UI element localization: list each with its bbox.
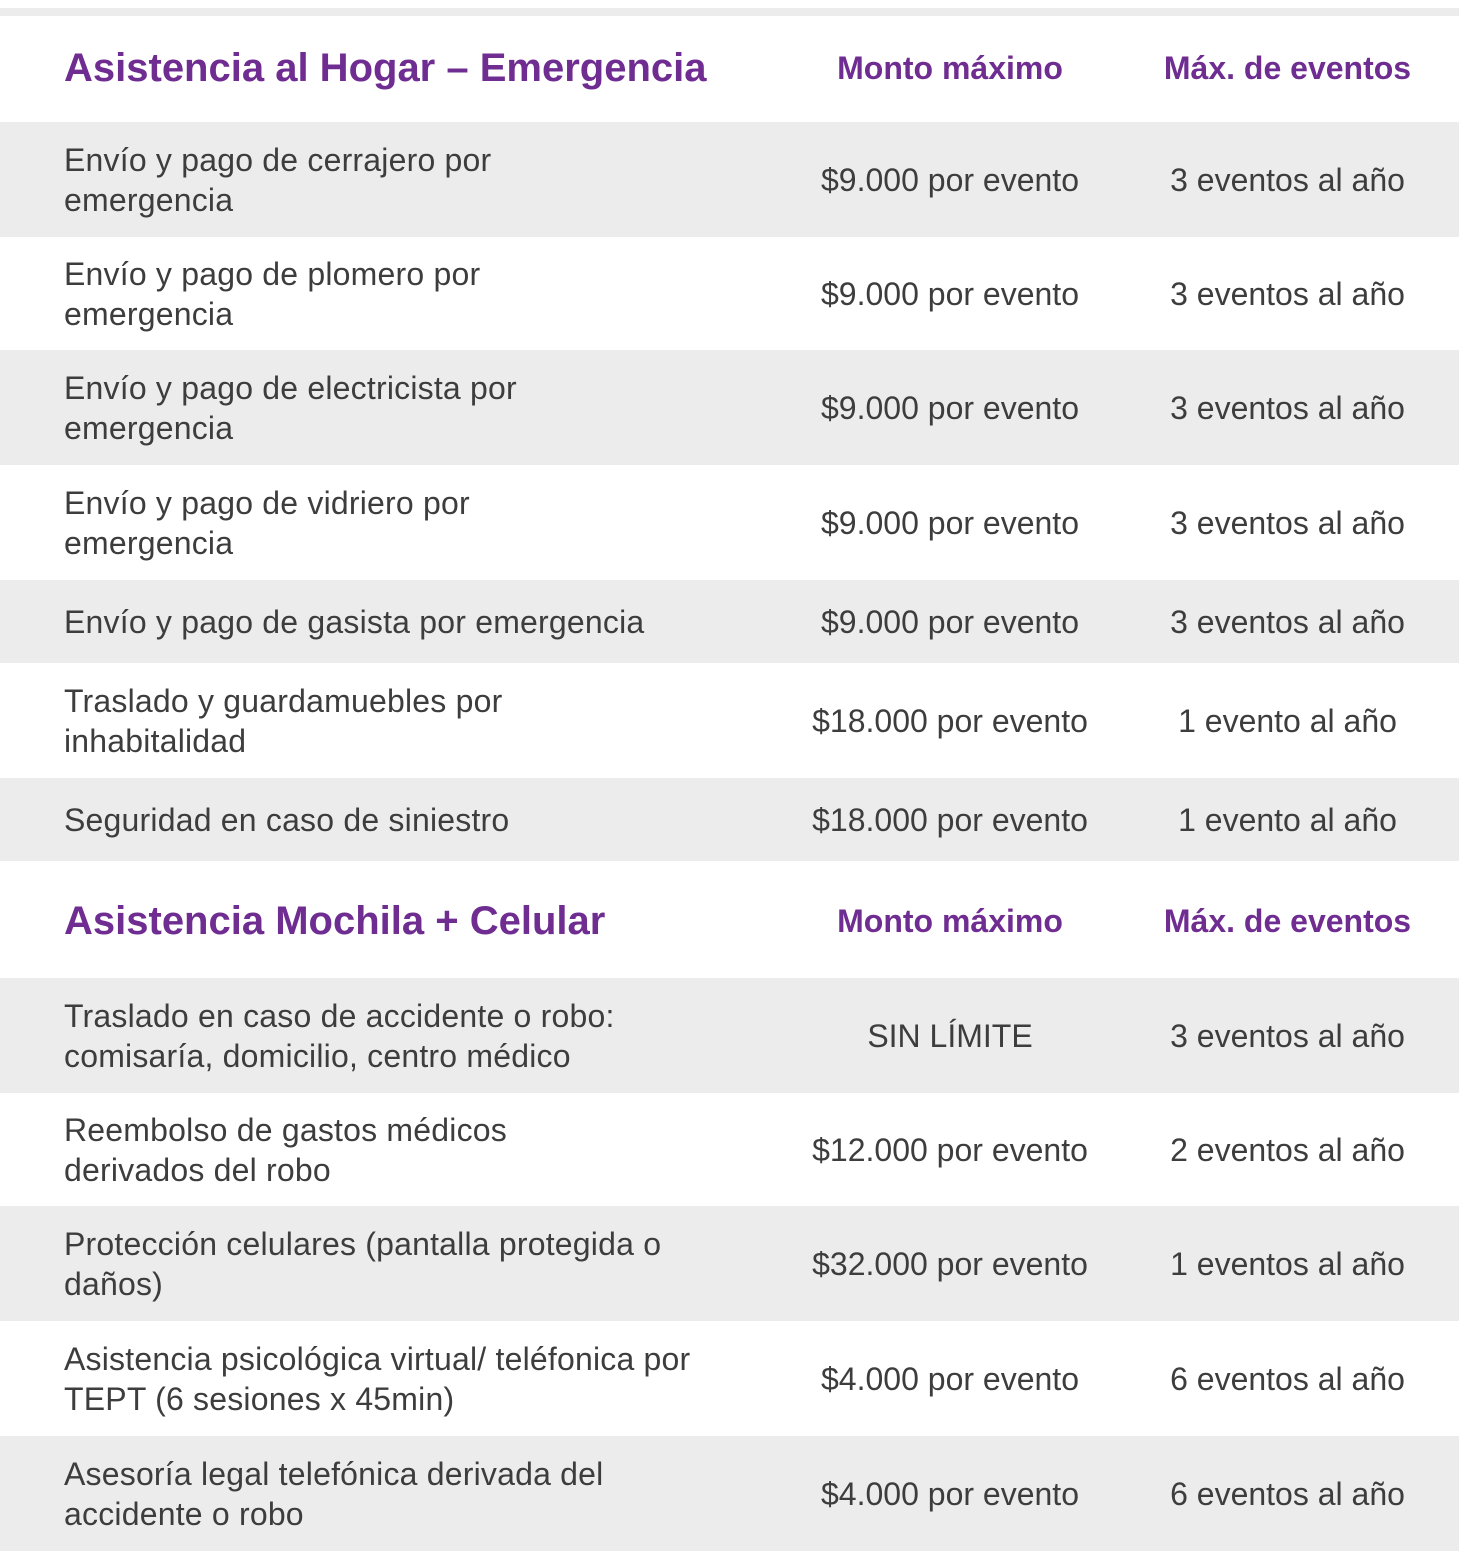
row-description: Envío y pago de gasista por emergencia [64,603,645,640]
row-max-eventos: 6 eventos al año [1170,1360,1405,1397]
row-max-eventos: 1 evento al año [1178,801,1397,838]
section-hogar [0,16,1459,861]
row-description: Protección celulares (pantalla protegida o daños) [64,1225,662,1302]
table-row [0,122,1459,237]
row-max-eventos: 3 eventos al año [1170,275,1405,312]
row-monto: $18.000 por evento [812,702,1088,739]
row-max-eventos: 3 eventos al año [1170,504,1405,541]
row-description: Traslado en caso de accidente o robo: comisaría, domicilio, centro médico [64,997,615,1074]
row-monto: $18.000 por evento [812,801,1088,838]
row-max-eventos: 6 eventos al año [1170,1475,1405,1512]
column-header-max-eventos: Máx. de eventos [1163,903,1412,939]
column-header-monto: Monto máximo [837,50,1063,86]
row-description: Reembolso de gastos médicos derivados del robo [64,1111,507,1188]
row-max-eventos: 1 eventos al año [1170,1245,1405,1282]
top-strip [0,0,1459,8]
row-description: Envío y pago de plomero por emergencia [64,255,481,332]
table-row [0,350,1459,465]
column-header-monto: Monto máximo [837,903,1063,939]
row-monto: $4.000 por evento [821,1360,1079,1397]
table-row [0,580,1459,663]
row-description: Asesoría legal telefónica derivada del accidente o robo [64,1455,604,1532]
table-row [0,465,1459,580]
row-monto: $9.000 por evento [821,389,1079,426]
table-row [0,1206,1459,1321]
table-row [0,1321,1459,1436]
table-row [0,237,1459,350]
row-description: Traslado y guardamuebles por inhabitalidad [64,682,503,759]
row-max-eventos: 3 eventos al año [1170,161,1405,198]
section-title: Asistencia Mochila + Celular [64,899,606,943]
row-max-eventos: 3 eventos al año [1170,1017,1405,1054]
row-monto: $9.000 por evento [821,161,1079,198]
row-monto: $4.000 por evento [821,1475,1079,1512]
table-row [0,1436,1459,1551]
table-row [0,978,1459,1093]
section-header [0,16,1459,122]
section-mochila-celular [0,866,1459,1551]
row-monto: $9.000 por evento [821,603,1079,640]
row-monto: $12.000 por evento [812,1131,1088,1168]
row-monto: $32.000 por evento [812,1245,1088,1282]
table-row [0,1093,1459,1206]
section-title: Asistencia al Hogar – Emergencia [64,46,707,90]
section-header [0,866,1459,978]
row-description: Envío y pago de vidriero por emergencia [64,484,470,561]
row-monto: $9.000 por evento [821,275,1079,312]
row-description: Asistencia psicológica virtual/ teléfonica por TEPT (6 sesiones x 45min) [64,1340,691,1417]
row-description: Envío y pago de electricista por emergencia [64,369,517,446]
row-description: Seguridad en caso de siniestro [64,801,510,838]
table-row [0,778,1459,861]
table-row [0,663,1459,778]
row-max-eventos: 2 eventos al año [1170,1131,1405,1168]
row-monto: SIN LÍMITE [867,1017,1033,1054]
row-description: Envío y pago de cerrajero por emergencia [64,141,492,218]
row-max-eventos: 3 eventos al año [1170,603,1405,640]
row-max-eventos: 3 eventos al año [1170,389,1405,426]
row-monto: $9.000 por evento [821,504,1079,541]
column-header-max-eventos: Máx. de eventos [1163,50,1412,86]
row-max-eventos: 1 evento al año [1178,702,1397,739]
top-rule [0,8,1459,16]
